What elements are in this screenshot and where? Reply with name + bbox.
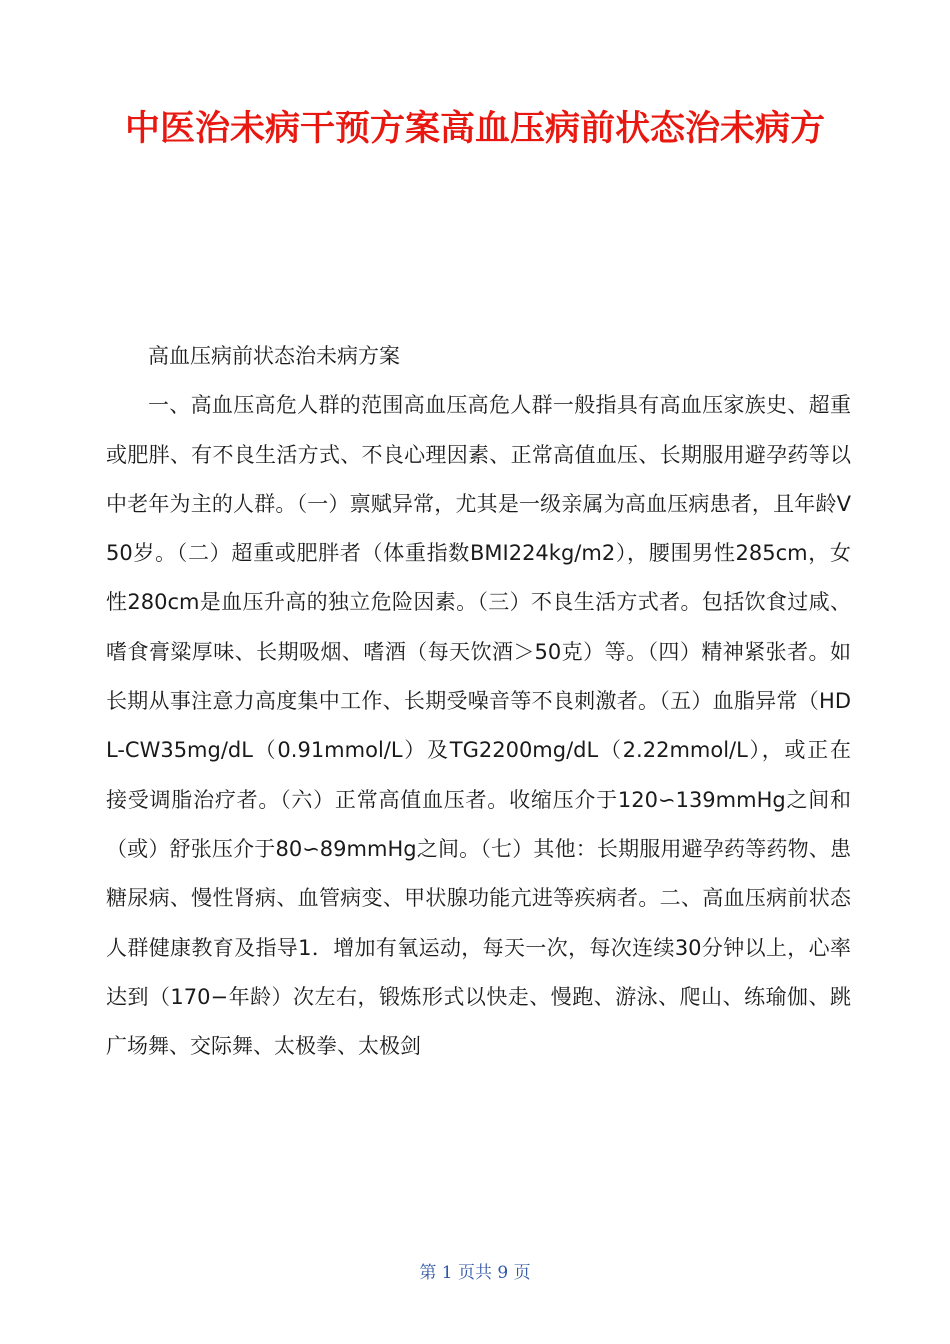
- body-paragraph: 一、高血压高危人群的范围高血压高危人群一般指具有高血压家族史、超重或肥胖、有不良生活方式、不良心理因素、正常高值血压、长期服用避孕药等以中老年为主的人群。（一）禀赋异常，尤其是一级亲属为高血压病患者，且年龄V50岁。（二）超重或肥胖者（体重指数BMI224kg/m2），腰围男性285cm，女性280cm是血压升高的独立危险因素。（三）不良生活方式者。包括饮食过咸、嗜食膏粱厚味、长期吸烟、嗜酒（每天饮酒＞50克）等。（四）精神紧张者。如长期从事注意力高度集中工作、长期受噪音等不良刺激者。（五）血脂异常（HDL-CW35mg/dL（0.91mmol/L）及TG2200mg/dL（2.22mmol/L），或正在接受调脂治疗者。（六）正常高值血压者。收缩压介于120∽139mmHg之间和（或）舒张压介于80∽89mmHg之间。（七）其他：长期服用避孕药等药物、患糖尿病、慢性肾病、血管病变、甲状腺功能亢进等疾病者。二、高血压病前状态人群健康教育及指导1．增加有氧运动，每天一次，每次连续30分钟以上，心率达到（170−年龄）次左右，锻炼形式以快走、慢跑、游泳、爬山、练瑜伽、跳广场舞、交际舞、太极拳、太极剑: [106, 393, 851, 1059]
- section-heading: 高血压病前状态治未病方案: [148, 344, 400, 368]
- page-number-footer: 第 1 页共 9 页: [419, 1263, 531, 1283]
- document-body: [106, 332, 851, 1071]
- document-title: 中医治未病干预方案高血压病前状态治未病方: [124, 109, 825, 149]
